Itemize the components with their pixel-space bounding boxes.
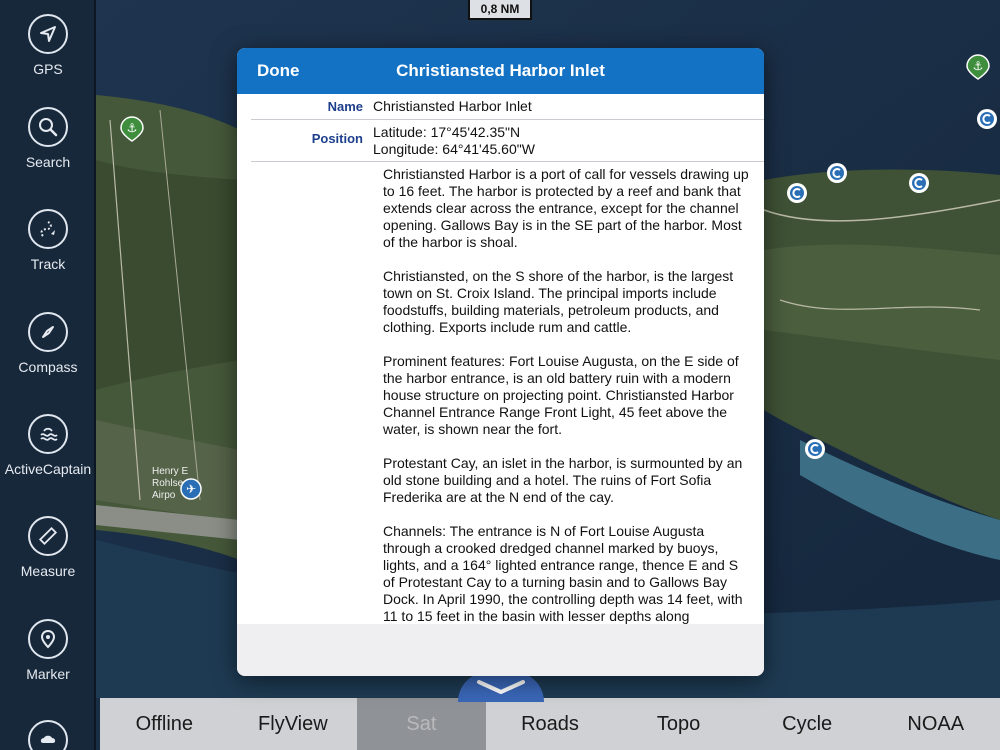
- svg-text:⚓: ⚓: [126, 121, 138, 135]
- marina-marker[interactable]: [826, 162, 848, 184]
- sidebar-item-compass[interactable]: [0, 312, 96, 402]
- position-row: [251, 120, 764, 162]
- marina-marker[interactable]: [786, 182, 808, 204]
- position-key: Position: [311, 131, 363, 146]
- marina-marker[interactable]: [804, 438, 826, 460]
- place-label: Airpo: [152, 490, 176, 501]
- expand-panel-button[interactable]: [458, 672, 544, 702]
- ruler-icon: [28, 516, 68, 556]
- map-type-sat[interactable]: Sat: [357, 698, 486, 750]
- dialog-title: Christiansted Harbor Inlet: [396, 61, 605, 80]
- name-key: Name: [327, 99, 363, 114]
- done-button[interactable]: Done: [257, 61, 300, 80]
- search-icon: [28, 107, 68, 147]
- description-paragraph: Channels: The entrance is N of Fort Louise Augusta through a crooked dredged channel marked by buoys, lights, and a 164° lighted entrance range, thence E and S of Protestant Cay to a turning basin and to Gallows Bay Dock. In April 1990, the controlling depth was 14 feet, with 11 to 15 feet in the basin with lesser depths along: [383, 523, 743, 624]
- description-paragraph: Prominent features: Fort Louise Augusta, on the E side of the harbor entrance, is an old battery ruin with a modern house structure on projecting point. Christiansted Harbor Channel Entrance Range Front Light, 45 feet above the water, is shown near the fort.: [383, 353, 739, 437]
- position-value: [373, 124, 535, 161]
- dialog-header: [237, 48, 764, 94]
- map-type-noaa[interactable]: NOAA: [907, 712, 965, 735]
- map-type-topo[interactable]: Topo: [656, 712, 701, 735]
- description-text: [383, 162, 753, 624]
- weather-icon: [28, 720, 68, 750]
- name-value: Christiansted Harbor Inlet: [373, 98, 532, 114]
- description-paragraph: Protestant Cay, an islet in the harbor, is surmounted by an old stone building and a hotel. The ruins of Fort Sofia Frederika are at the N end of the cay.: [383, 455, 743, 505]
- longitude-value: Longitude: 64°41'45.60"W: [373, 141, 535, 157]
- marina-marker[interactable]: [976, 108, 998, 130]
- sidebar-item-label: ActiveCaptain: [4, 461, 92, 477]
- sidebar-item-gps[interactable]: [0, 14, 96, 104]
- sidebar-item-measure[interactable]: [0, 516, 96, 606]
- map-type-roads[interactable]: Roads: [521, 712, 579, 735]
- navigation-arrow-icon: [28, 14, 68, 54]
- map-pin-icon: [28, 619, 68, 659]
- sidebar-item-track[interactable]: [0, 209, 96, 299]
- sidebar-item-label: GPS: [33, 61, 63, 77]
- latitude-value: Latitude: 17°45'42.35"N: [373, 124, 521, 140]
- sidebar-item-label: Compass: [18, 359, 78, 375]
- sidebar-item-marker[interactable]: [0, 619, 96, 709]
- place-label: Rohlse: [152, 478, 184, 489]
- description-paragraph: Christiansted, on the S shore of the harbor, is the largest town on St. Croix Island. The principal imports include foodstuffs, building materials, petroleum products, and clothing. Exports include rum and cattle.: [383, 268, 734, 335]
- track-icon: [28, 209, 68, 249]
- svg-text:✈: ✈: [185, 482, 197, 496]
- dialog-footer: [237, 624, 764, 676]
- chevron-down-icon: [475, 679, 527, 695]
- map-type-flyview[interactable]: FlyView: [258, 712, 328, 735]
- sidebar: [0, 0, 96, 750]
- anchorage-marker[interactable]: [966, 54, 990, 80]
- place-label: Henry E: [152, 466, 189, 477]
- sidebar-item-label: Search: [25, 154, 71, 170]
- name-row: [251, 94, 764, 120]
- sidebar-item-weather[interactable]: [0, 720, 96, 750]
- sidebar-item-label: Marker: [26, 666, 70, 682]
- map-type-bar: [100, 698, 1000, 750]
- map-type-offline[interactable]: Offline: [135, 712, 194, 735]
- info-dialog: [237, 48, 764, 676]
- marina-marker[interactable]: [908, 172, 930, 194]
- sidebar-item-label: Measure: [20, 563, 76, 579]
- svg-text:⚓: ⚓: [972, 59, 984, 73]
- sidebar-item-search[interactable]: [0, 107, 96, 197]
- anchorage-marker[interactable]: [120, 116, 144, 142]
- sidebar-item-activecaptain[interactable]: [0, 414, 96, 504]
- map-scale-indicator: 0,8 NM: [468, 0, 532, 20]
- map-type-cycle[interactable]: Cycle: [782, 712, 833, 735]
- dialog-body[interactable]: [237, 94, 764, 624]
- activecaptain-icon: [28, 414, 68, 454]
- compass-icon: [28, 312, 68, 352]
- description-paragraph: Christiansted Harbor is a port of call for vessels drawing up to 16 feet. The harbor is protected by a reef and bank that extends clear across the entrance, except for the channel opening. Gallows Bay is in the SE part of the harbor. Most of the harbor is shoal.: [383, 166, 749, 250]
- sidebar-item-label: Track: [30, 256, 66, 272]
- airport-marker[interactable]: [180, 478, 202, 500]
